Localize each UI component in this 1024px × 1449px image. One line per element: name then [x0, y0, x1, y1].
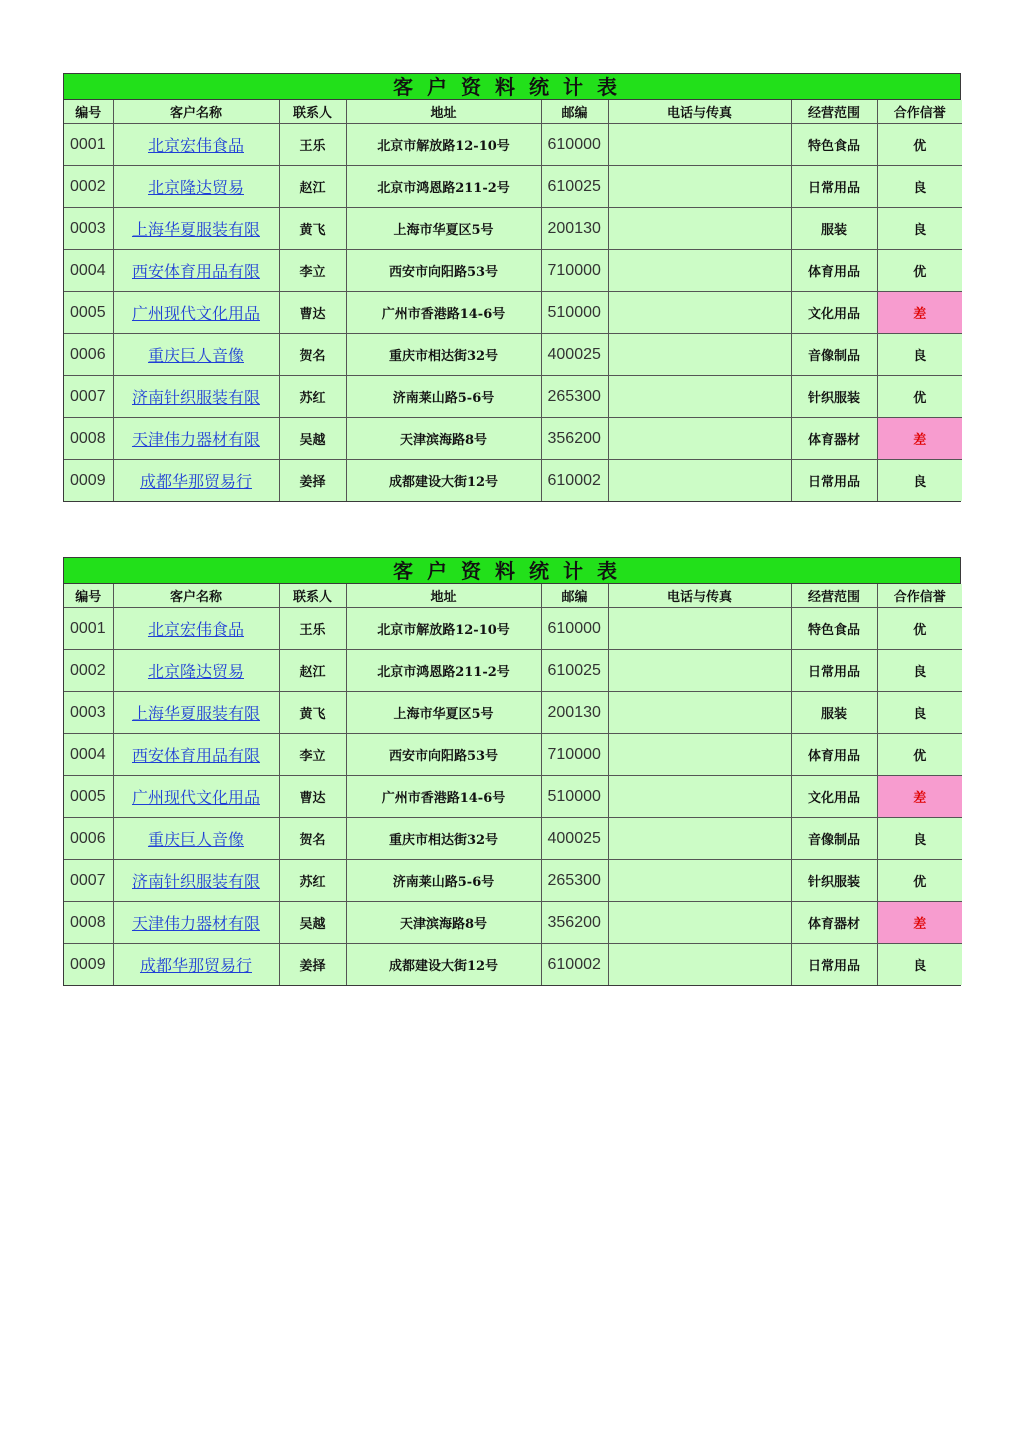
phone-cell — [608, 208, 791, 250]
table-row — [64, 608, 962, 650]
customer-name-cell — [113, 334, 279, 376]
phone-cell — [608, 902, 791, 944]
table-row — [64, 376, 962, 418]
scope-cell: 针织服装 — [791, 860, 877, 902]
phone-cell — [608, 692, 791, 734]
contact-cell: 赵江 — [279, 650, 346, 692]
table-title: 客户资料统计表 — [64, 558, 960, 584]
scope-cell: 体育用品 — [791, 250, 877, 292]
customer-name-link[interactable]: 成都华那贸易行 — [139, 472, 252, 491]
contact-cell: 吴越 — [279, 418, 346, 460]
row-id: 0007 — [64, 376, 113, 418]
column-header: 地址 — [346, 584, 541, 608]
zip-cell: 610025 — [541, 166, 608, 208]
row-id: 0006 — [64, 818, 113, 860]
address-cell: 重庆市相达街32号 — [346, 818, 541, 860]
customer-name-link[interactable]: 天津伟力器材有限 — [131, 430, 260, 449]
customer-name-cell — [113, 292, 279, 334]
contact-cell: 李立 — [279, 250, 346, 292]
table-row — [64, 860, 962, 902]
zip-cell: 610002 — [541, 460, 608, 502]
credit-cell: 良 — [877, 818, 962, 860]
address-cell: 北京市鸿恩路211-2号 — [346, 650, 541, 692]
row-id: 0004 — [64, 734, 113, 776]
customer-name-link[interactable]: 济南针织服装有限 — [131, 388, 260, 407]
customer-name-cell — [113, 860, 279, 902]
column-header: 电话与传真 — [608, 584, 791, 608]
column-header: 合作信誉 — [877, 100, 962, 124]
customer-name-cell — [113, 902, 279, 944]
scope-cell: 文化用品 — [791, 292, 877, 334]
column-header: 编号 — [64, 100, 113, 124]
table-row — [64, 460, 962, 502]
scope-cell: 服装 — [791, 692, 877, 734]
table-title: 客户资料统计表 — [64, 74, 960, 100]
table-row — [64, 944, 962, 986]
table-row — [64, 292, 962, 334]
table-row — [64, 650, 962, 692]
table-row — [64, 124, 962, 166]
address-cell: 西安市向阳路53号 — [346, 250, 541, 292]
scope-cell: 音像制品 — [791, 334, 877, 376]
customer-name-cell — [113, 208, 279, 250]
customer-table-1 — [63, 73, 961, 502]
contact-cell: 贺名 — [279, 334, 346, 376]
contact-cell: 李立 — [279, 734, 346, 776]
row-id: 0004 — [64, 250, 113, 292]
table-row — [64, 166, 962, 208]
scope-cell: 特色食品 — [791, 608, 877, 650]
customer-name-cell — [113, 376, 279, 418]
contact-cell: 姜择 — [279, 944, 346, 986]
row-id: 0009 — [64, 460, 113, 502]
row-id: 0007 — [64, 860, 113, 902]
row-id: 0009 — [64, 944, 113, 986]
table-row — [64, 776, 962, 818]
phone-cell — [608, 818, 791, 860]
row-id: 0008 — [64, 418, 113, 460]
address-cell: 上海市华夏区5号 — [346, 692, 541, 734]
credit-cell: 优 — [877, 860, 962, 902]
zip-cell: 610000 — [541, 124, 608, 166]
table-row — [64, 250, 962, 292]
customer-name-cell — [113, 776, 279, 818]
phone-cell — [608, 734, 791, 776]
customer-name-link[interactable]: 北京宏伟食品 — [147, 620, 244, 639]
contact-cell: 曹达 — [279, 292, 346, 334]
zip-cell: 610000 — [541, 608, 608, 650]
address-cell: 天津滨海路8号 — [346, 902, 541, 944]
customer-name-link[interactable]: 广州现代文化用品 — [131, 304, 260, 323]
customer-name-link[interactable]: 上海华夏服装有限 — [131, 220, 260, 239]
customer-name-link[interactable]: 重庆巨人音像 — [147, 830, 244, 849]
customer-name-cell — [113, 818, 279, 860]
table-row — [64, 334, 962, 376]
row-id: 0003 — [64, 208, 113, 250]
phone-cell — [608, 334, 791, 376]
scope-cell: 音像制品 — [791, 818, 877, 860]
address-cell: 北京市解放路12-10号 — [346, 124, 541, 166]
phone-cell — [608, 250, 791, 292]
customer-name-cell — [113, 250, 279, 292]
column-header: 邮编 — [541, 100, 608, 124]
phone-cell — [608, 944, 791, 986]
row-id: 0005 — [64, 292, 113, 334]
phone-cell — [608, 292, 791, 334]
zip-cell: 610002 — [541, 944, 608, 986]
zip-cell: 510000 — [541, 292, 608, 334]
column-header: 客户名称 — [113, 584, 279, 608]
address-cell: 成都建设大街12号 — [346, 460, 541, 502]
customer-name-cell — [113, 418, 279, 460]
zip-cell: 265300 — [541, 376, 608, 418]
address-cell: 北京市鸿恩路211-2号 — [346, 166, 541, 208]
scope-cell: 体育器材 — [791, 902, 877, 944]
credit-cell: 差 — [877, 418, 962, 460]
table-row — [64, 818, 962, 860]
contact-cell: 吴越 — [279, 902, 346, 944]
customer-name-link[interactable]: 济南针织服装有限 — [131, 872, 260, 891]
scope-cell: 日常用品 — [791, 944, 877, 986]
customer-name-link[interactable]: 重庆巨人音像 — [147, 346, 244, 365]
scope-cell: 特色食品 — [791, 124, 877, 166]
table-row — [64, 418, 962, 460]
credit-cell: 优 — [877, 124, 962, 166]
column-header: 邮编 — [541, 584, 608, 608]
customer-name-link[interactable]: 西安体育用品有限 — [131, 262, 260, 281]
phone-cell — [608, 860, 791, 902]
zip-cell: 710000 — [541, 734, 608, 776]
phone-cell — [608, 608, 791, 650]
credit-cell: 差 — [877, 776, 962, 818]
credit-cell: 差 — [877, 292, 962, 334]
contact-cell: 黄飞 — [279, 208, 346, 250]
column-header: 客户名称 — [113, 100, 279, 124]
row-id: 0002 — [64, 650, 113, 692]
address-cell: 天津滨海路8号 — [346, 418, 541, 460]
customer-name-link[interactable]: 天津伟力器材有限 — [131, 914, 260, 933]
column-header: 联系人 — [279, 584, 346, 608]
credit-cell: 优 — [877, 608, 962, 650]
customer-name-link[interactable]: 成都华那贸易行 — [139, 956, 252, 975]
credit-cell: 良 — [877, 166, 962, 208]
phone-cell — [608, 418, 791, 460]
credit-cell: 良 — [877, 650, 962, 692]
customer-name-cell — [113, 692, 279, 734]
row-id: 0008 — [64, 902, 113, 944]
scope-cell: 日常用品 — [791, 460, 877, 502]
zip-cell: 710000 — [541, 250, 608, 292]
scope-cell: 日常用品 — [791, 650, 877, 692]
column-header: 联系人 — [279, 100, 346, 124]
contact-cell: 贺名 — [279, 818, 346, 860]
customer-name-link[interactable]: 北京隆达贸易 — [147, 662, 244, 681]
scope-cell: 文化用品 — [791, 776, 877, 818]
row-id: 0003 — [64, 692, 113, 734]
column-header: 地址 — [346, 100, 541, 124]
table-row — [64, 208, 962, 250]
row-id: 0001 — [64, 124, 113, 166]
contact-cell: 曹达 — [279, 776, 346, 818]
phone-cell — [608, 650, 791, 692]
phone-cell — [608, 460, 791, 502]
credit-cell: 良 — [877, 692, 962, 734]
column-header: 编号 — [64, 584, 113, 608]
address-cell: 西安市向阳路53号 — [346, 734, 541, 776]
row-id: 0006 — [64, 334, 113, 376]
customer-name-cell — [113, 944, 279, 986]
column-header: 电话与传真 — [608, 100, 791, 124]
column-header: 经营范围 — [791, 584, 877, 608]
credit-cell: 优 — [877, 734, 962, 776]
address-cell: 济南莱山路5-6号 — [346, 860, 541, 902]
column-header: 合作信誉 — [877, 584, 962, 608]
address-cell: 济南莱山路5-6号 — [346, 376, 541, 418]
credit-cell: 优 — [877, 376, 962, 418]
customer-name-link[interactable]: 北京隆达贸易 — [147, 178, 244, 197]
scope-cell: 日常用品 — [791, 166, 877, 208]
table-row — [64, 734, 962, 776]
contact-cell: 王乐 — [279, 608, 346, 650]
address-cell: 上海市华夏区5号 — [346, 208, 541, 250]
customer-name-cell — [113, 650, 279, 692]
address-cell: 北京市解放路12-10号 — [346, 608, 541, 650]
zip-cell: 356200 — [541, 418, 608, 460]
contact-cell: 姜择 — [279, 460, 346, 502]
zip-cell: 400025 — [541, 334, 608, 376]
contact-cell: 苏红 — [279, 376, 346, 418]
zip-cell: 610025 — [541, 650, 608, 692]
row-id: 0002 — [64, 166, 113, 208]
phone-cell — [608, 124, 791, 166]
table-row — [64, 692, 962, 734]
customer-name-link[interactable]: 北京宏伟食品 — [147, 136, 244, 155]
contact-cell: 黄飞 — [279, 692, 346, 734]
phone-cell — [608, 776, 791, 818]
row-id: 0005 — [64, 776, 113, 818]
scope-cell: 服装 — [791, 208, 877, 250]
customer-name-link[interactable]: 广州现代文化用品 — [131, 788, 260, 807]
scope-cell: 针织服装 — [791, 376, 877, 418]
customer-name-cell — [113, 608, 279, 650]
credit-cell: 良 — [877, 460, 962, 502]
address-cell: 广州市香港路14-6号 — [346, 292, 541, 334]
address-cell: 成都建设大街12号 — [346, 944, 541, 986]
credit-cell: 良 — [877, 334, 962, 376]
customer-name-cell — [113, 166, 279, 208]
contact-cell: 苏红 — [279, 860, 346, 902]
zip-cell: 510000 — [541, 776, 608, 818]
credit-cell: 良 — [877, 208, 962, 250]
credit-cell: 良 — [877, 944, 962, 986]
zip-cell: 400025 — [541, 818, 608, 860]
customer-name-cell — [113, 124, 279, 166]
zip-cell: 200130 — [541, 208, 608, 250]
address-cell: 广州市香港路14-6号 — [346, 776, 541, 818]
zip-cell: 265300 — [541, 860, 608, 902]
credit-cell: 差 — [877, 902, 962, 944]
zip-cell: 356200 — [541, 902, 608, 944]
scope-cell: 体育用品 — [791, 734, 877, 776]
credit-cell: 优 — [877, 250, 962, 292]
address-cell: 重庆市相达街32号 — [346, 334, 541, 376]
customer-name-cell — [113, 460, 279, 502]
column-header: 经营范围 — [791, 100, 877, 124]
row-id: 0001 — [64, 608, 113, 650]
customer-name-link[interactable]: 上海华夏服装有限 — [131, 704, 260, 723]
contact-cell: 赵江 — [279, 166, 346, 208]
customer-name-link[interactable]: 西安体育用品有限 — [131, 746, 260, 765]
customer-name-cell — [113, 734, 279, 776]
table-row — [64, 902, 962, 944]
contact-cell: 王乐 — [279, 124, 346, 166]
phone-cell — [608, 376, 791, 418]
phone-cell — [608, 166, 791, 208]
customer-table-2 — [63, 557, 961, 986]
scope-cell: 体育器材 — [791, 418, 877, 460]
zip-cell: 200130 — [541, 692, 608, 734]
